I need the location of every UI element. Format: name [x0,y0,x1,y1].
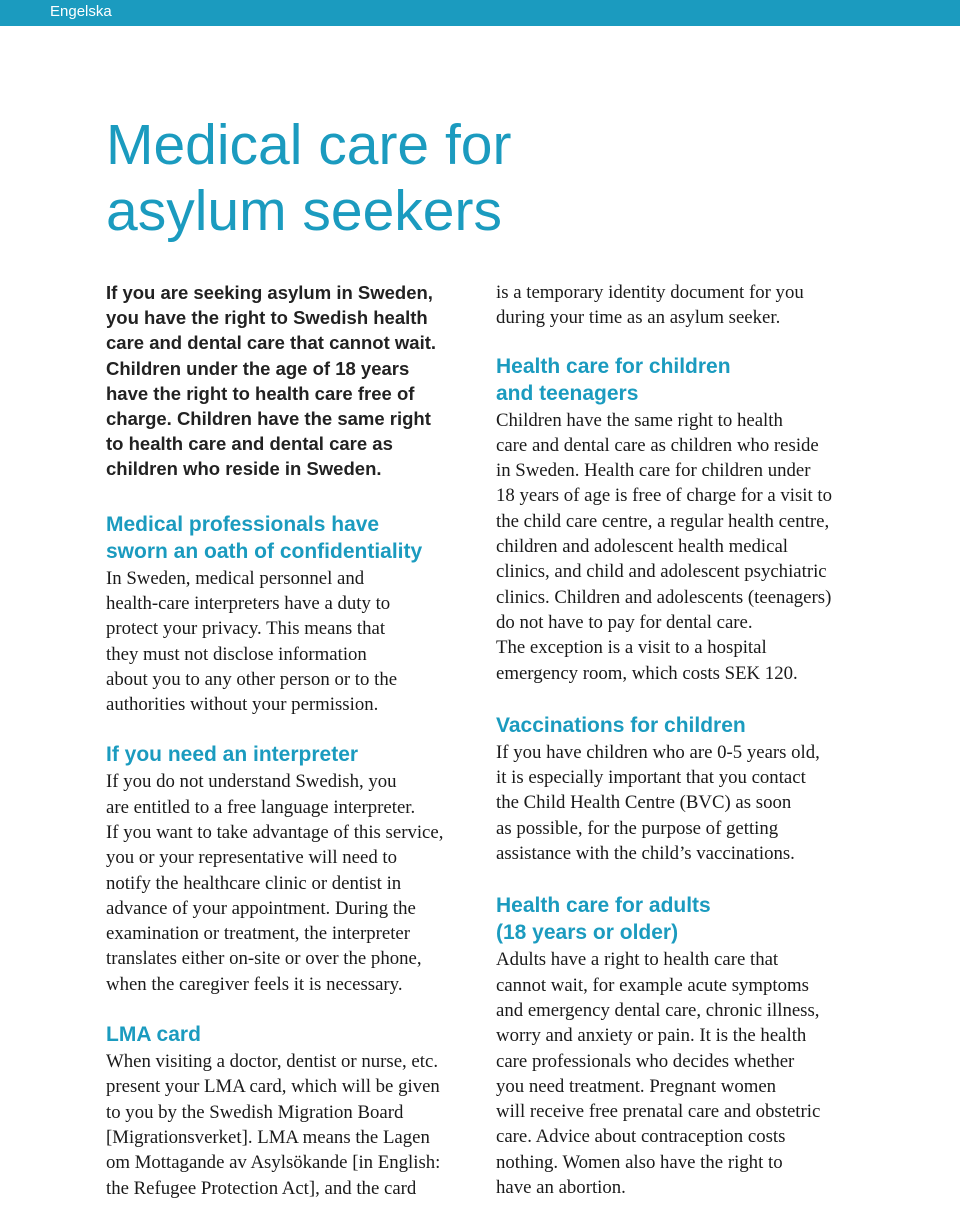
section-body-vaccinations: If you have children who are 0-5 years old, it is especially important that you contact the Child Health Centre (BVC) as soon as possible, for the purpose of getting assistance with the child’s vaccinations. [496,741,820,865]
section-body-lma-card: When visiting a doctor, dentist or nurse, etc. present your LMA card, which will be given to you by the Swedish Migration Board [Migrationsverket]. LMA means the Lagen om Mottagande av Asylsökande [in English: the Refugee Protection Act], and the card [106,1051,441,1199]
section-heading-confidentiality: Medical professionals have sworn an oath of confidentiality [106,512,423,563]
section-heading-adults: Health care for adults (18 years or older) [496,894,711,945]
header-bar [0,0,960,26]
lma-card-continuation: is a temporary identity document for you during your time as an asylum seeker. [496,282,804,329]
section-heading-children: Health care for children and teenagers [496,354,731,405]
section-body-adults: Adults have a right to health care that cannot wait, for example acute symptoms and emergency dental care, chronic illness, worry and anxiety or pain. It is the health care professionals who decides whether you need treatment. Pregnant women will receive free prenatal care and obstetric care. Advice about contraception costs nothing. Women also have the right to have an abortion. [496,949,821,1199]
section-heading-lma-card: LMA card [106,1023,201,1047]
section-body-interpreter: If you do not understand Swedish, you are entitled to a free language interpreter. If you want to take advantage of this service, you or your representative will need to notify the healthcare clinic or dentist in advance of your appointment. During the examination or treatment, the interpreter translates either on-site or over the phone, when the caregiver feels it is necessary. [106,771,444,995]
intro-paragraph: If you are seeking asylum in Sweden, you have the right to Swedish health care and dental care that cannot wait. Children under the age of 18 years have the right to health care free of charge. Children have the same right to health care and dental care as children who reside in Sweden. [106,282,437,480]
language-label: Engelska [50,3,112,20]
section-heading-interpreter: If you need an interpreter [106,743,359,767]
section-body-confidentiality: In Sweden, medical personnel and health-care interpreters have a duty to protect your privacy. This means that they must not disclose information about you to any other person or to the authorities without your permission. [106,567,398,716]
section-heading-vaccinations: Vaccinations for children [496,713,746,737]
title-line: asylum seekers [106,179,502,243]
title-line: Medical care for [106,113,512,177]
left-column [106,280,471,1201]
right-column [496,280,860,1200]
page-title [106,112,512,244]
section-body-children: Children have the same right to health care and dental care as children who reside in Sweden. Health care for children under 18 years of age is free of charge for a visit to the child care centre, a regular health centre, children and adolescent health medical clinics, and child and adolescent psychiatric clinics. Children and adolescents (teenagers) do not have to pay for dental care. The exception is a visit to a hospital emergency room, which costs SEK 120. [496,409,833,684]
